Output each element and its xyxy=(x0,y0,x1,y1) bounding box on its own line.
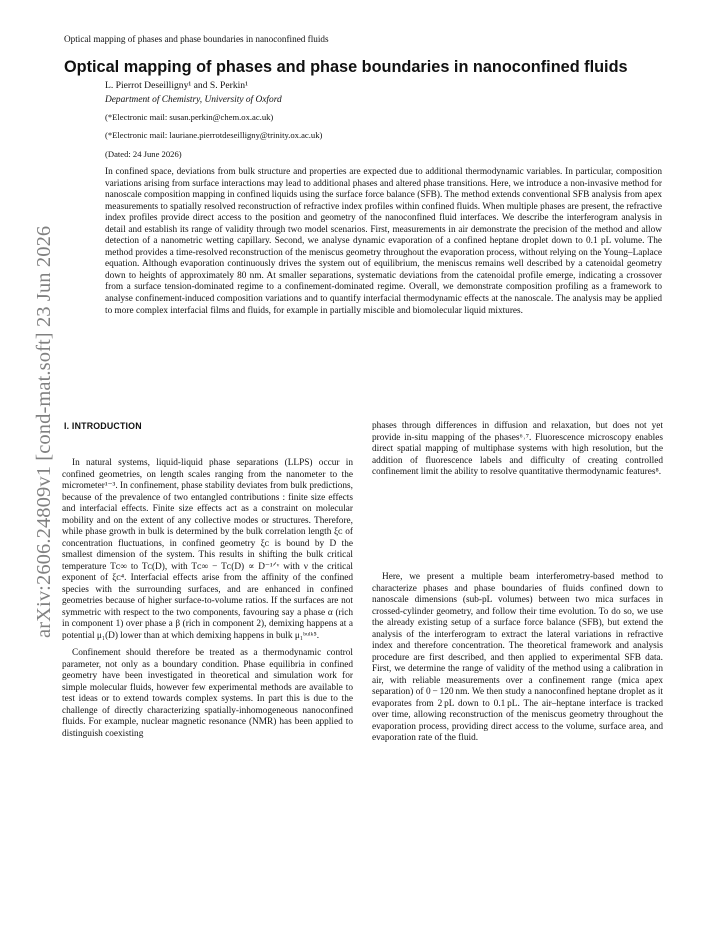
paper-title: Optical mapping of phases and phase boundaries in nanoconfined fluids xyxy=(64,58,628,76)
author-list: L. Pierrot Deseilligny¹ and S. Perkin¹ xyxy=(105,80,248,91)
email-line-2: (*Electronic mail: lauriane.pierrotdeseilligny@trinity.ox.ac.uk) xyxy=(105,130,323,140)
right-column-bottom xyxy=(372,572,663,745)
left-column xyxy=(62,458,353,740)
paragraph: Confinement should therefore be treated as a thermodynamic control parameter, not only as a boundary condition. Phase equilibria in confined geometry have been investigated in theoretical and simulation work for simple molecular fluids, however few experimental methods are available to test ideas or to extend towards complex systems. In part this is due to the challenge of directly characterizing spatially-inhomogeneous nanoconfined fluids. For example, nuclear magnetic resonance (NMR) has been applied to distinguish coexisting xyxy=(62,648,353,739)
email-line-1: (*Electronic mail: susan.perkin@chem.ox.ac.uk) xyxy=(105,112,274,122)
affiliation: Department of Chemistry, University of Oxford xyxy=(105,95,282,105)
dated-line: (Dated: 24 June 2026) xyxy=(105,149,182,159)
right-column-top xyxy=(372,421,663,479)
paragraph: phases through differences in diffusion and relaxation, but does not yet provide in-situ mapping of the phases⁶˒⁷. Fluorescence microscopy enables direct spatial mapping of multiphase systems with high resolution, but the addition of fluorescence labels and difficulty of creating controlled confinement limit the ability to resolve quantitative thermodynamic features⁸. xyxy=(372,421,663,477)
abstract: In confined space, deviations from bulk structure and properties are expected due to additional thermodynamic variables. In particular, composition variations arising from surface interactions may lead to additional phases and altered phase transitions. Here, we introduce a non-invasive method for nanoscale composition mapping in confined liquids using the surface force balance (SFB). The method extends conventional SFB analysis from apex measurements to spatially resolved reconstruction of refractive index profiles within confined fluids. When multiple phases are present, the refractive index profiles provide direct access to the position and geometry of the nanoconfined fluid interfaces. We describe the interferogram analysis in detail and establish its range of validity through two model scenarios. First, measurements in air demonstrate the precision of the method and allow detection of a nanometric wetting capillary. Second, we analyse dynamic evaporation of a confined heptane droplet down to 0.1 pL volume. The method provides a time-resolved reconstruction of the meniscus geometry throughout the evaporation process, without relying on the Young–Laplace equation. Although evaporation continuously drives the system out of equilibrium, the meniscus remains well described by a catenoidal geometry down to heights of approximately 80 nm. At smaller separations, systematic deviations from the catenoidal profile emerge, indicating a crossover from a surface tension-dominated regime to a confinement-dominated regime. Overall, we demonstrate composition profiling as a framework to analyse confinement-induced composition variations and to quantify interfacial thermodynamic effects at the nanoscale. The analysis may be applied to more complex interfacial films and fluids, for example in partially miscible and biomolecular liquid mixtures. xyxy=(105,167,662,316)
paragraph: In natural systems, liquid-liquid phase separations (LLPS) occur in confined geometries, on length scales ranging from the nanometer to the micrometer¹⁻³. In confinement, phase stability deviates from bulk predictions, because of the prevalence of two entangled contributions : finite size effects and interfacial effects. Finite size effects act as a constraint on molecular mobility and on the extent of any collective modes or structures. Therefore, while phase growth in bulk is determined by the bulk correlation length ξᴄ of concentration fluctuations, in confined geometry ξᴄ is bound by D the smallest dimension of the system. This results in shifting the bulk critical temperature Tᴄ∞ to Tᴄ(D), with Tᴄ∞ − Tᴄ(D) ∝ D⁻¹ᐟᵛ with ν the critical exponent of ξᴄ⁴. Interfacial effects arise from the affinity of the confined species with the surrounding surfaces, and are enhanced in confined geometries because of higher surface-to-volume ratios. If the surfaces are not symmetric with respect to the two components, favouring say a phase α (rich in component 1) over phase a β (rich in component 2), demixing happens at a potential μ₁(D) lower than at which demixing happens in bulk μ₁ᵇᵘˡᵏ⁵. xyxy=(62,458,353,641)
running-header: Optical mapping of phases and phase boundaries in nanoconfined fluids xyxy=(64,34,329,44)
arxiv-identifier-stamp: arXiv:2606.24809v1 [cond-mat.soft] 23 Jun 2026 xyxy=(33,225,55,638)
section-heading-introduction: I. INTRODUCTION xyxy=(64,421,142,431)
paragraph: Here, we present a multiple beam interferometry-based method to characterize phases and phase boundaries of fluids confined down to nanoscale dimensions (sub-pL volumes) between two mica surfaces in crossed-cylinder geometry, and follow their time evolution. To do so, we use the already existing setup of a surface force balance (SFB), but extend the analysis of the interferogram to extract the lateral variations in refractive index and therefore concentration. The theoretical framework and analysis procedure are first described, and then applied to experimental SFB data. First, we determine the range of validity of the method using a calibration in air, with reliable measurements over a confinement range (mica apex separation) of 0 − 120 nm. We then study a nanoconfined heptane droplet as it evaporates from 2 pL down to 0.1 pL. The air–heptane interface is tracked over time, allowing reconstruction of the meniscus geometry throughout the evaporation process, providing direct access to the volume, surface area, and evaporation rate of the fluid. xyxy=(372,572,663,743)
